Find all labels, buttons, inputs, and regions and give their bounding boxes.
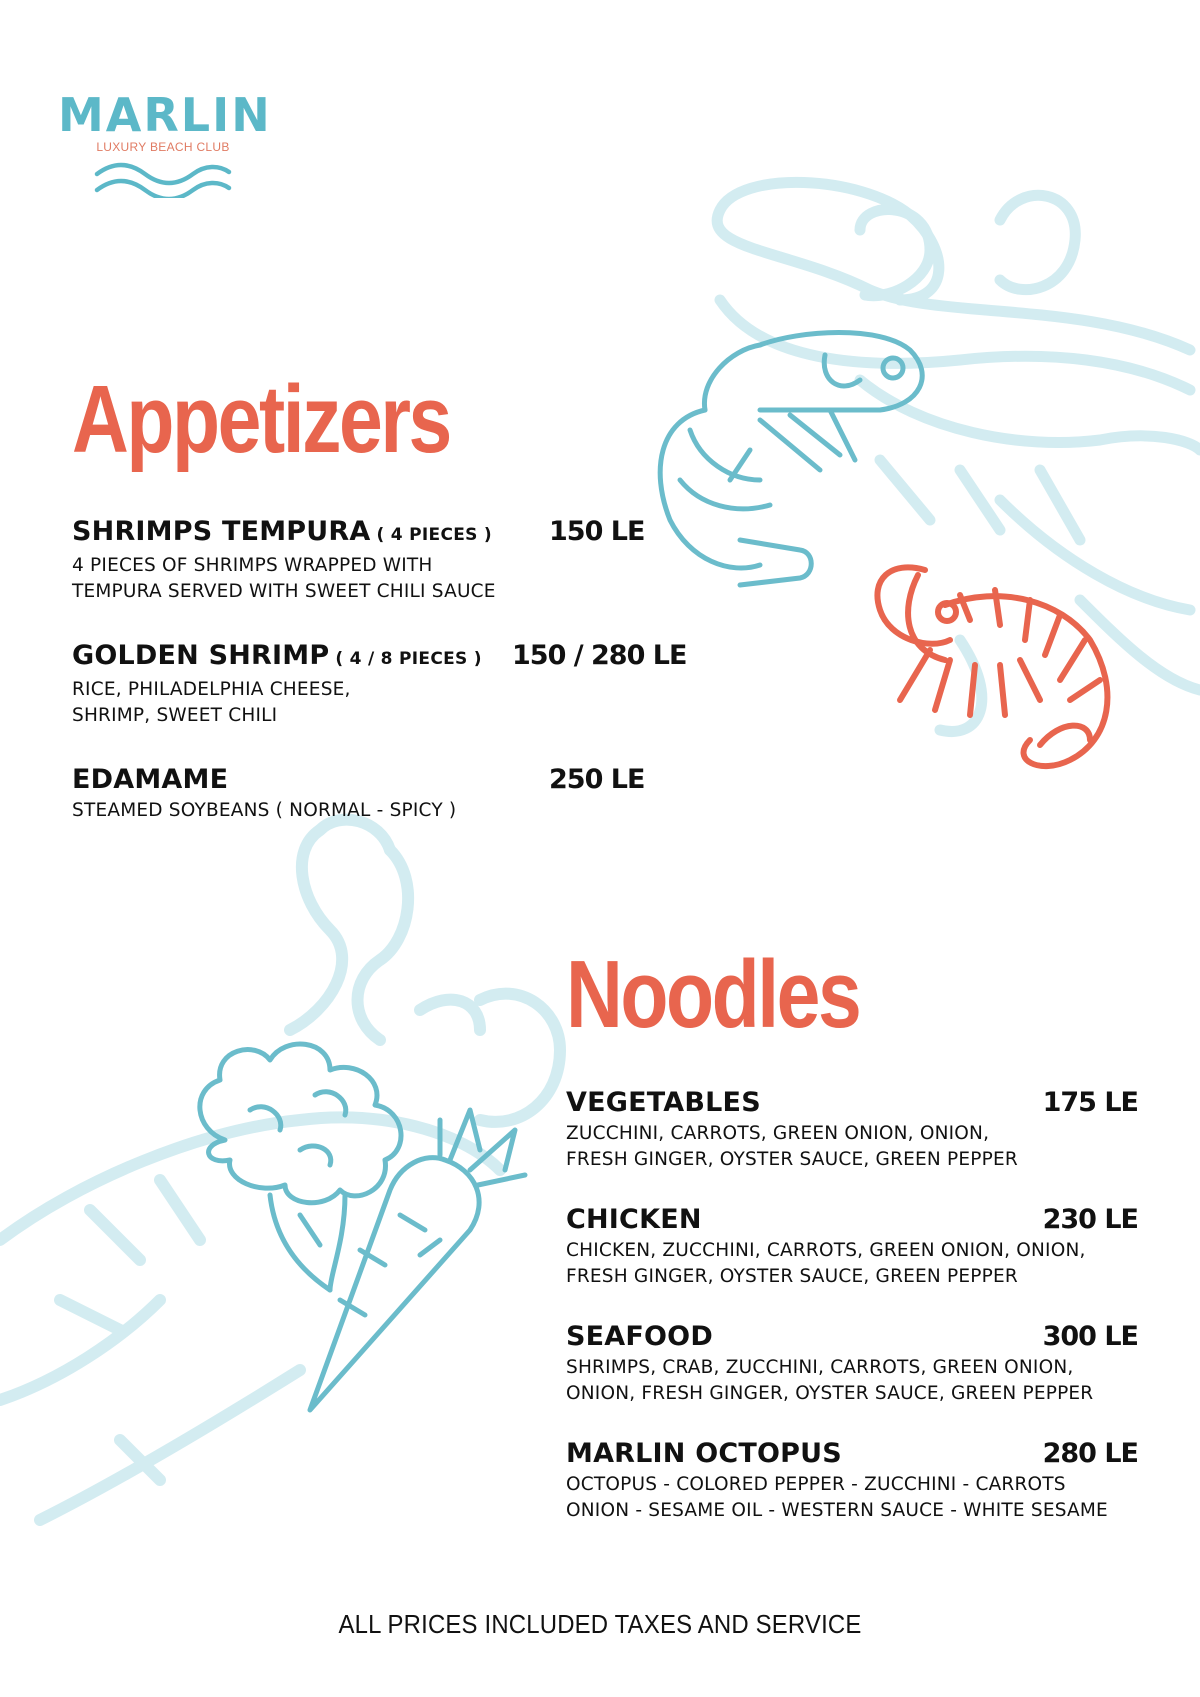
item-description	[72, 677, 692, 729]
noodles-list	[566, 1085, 1146, 1553]
brand-tagline: LUXURY BEACH CLUB	[96, 140, 230, 154]
broccoli-icon	[200, 1044, 401, 1290]
menu-item-seafood	[566, 1319, 1146, 1407]
item-price: 150 / 280 LE	[512, 640, 687, 671]
section-title-noodles: Noodles	[566, 941, 860, 1048]
item-price: 300 LE	[1042, 1321, 1138, 1352]
item-description	[566, 1472, 1146, 1524]
brand-logo	[58, 88, 272, 198]
description-line: OCTOPUS - COLORED PEPPER - ZUCCHINI - CARROTS	[566, 1474, 1066, 1495]
waves-icon	[93, 162, 233, 198]
item-name: CHICKEN	[566, 1204, 702, 1235]
description-line: SHRIMP, SWEET CHILI	[72, 705, 278, 726]
description-line: TEMPURA SERVED WITH SWEET CHILI SAUCE	[72, 581, 496, 602]
description-line: FRESH GINGER, OYSTER SAUCE, GREEN PEPPER	[566, 1266, 1018, 1287]
carrot-icon	[310, 1110, 525, 1410]
faint-shrimp-icon	[717, 182, 1200, 731]
item-name: SEAFOOD	[566, 1321, 713, 1352]
description-line: 4 PIECES OF SHRIMPS WRAPPED WITH	[72, 555, 433, 576]
description-line: FRESH GINGER, OYSTER SAUCE, GREEN PEPPER	[566, 1149, 1018, 1170]
item-name: MARLIN OCTOPUS	[566, 1438, 842, 1469]
item-price: 150 LE	[549, 516, 645, 547]
section-title-appetizers: Appetizers	[72, 366, 450, 473]
menu-item-marlin-octopus	[566, 1436, 1146, 1524]
item-price: 250 LE	[549, 764, 645, 795]
description-line: STEAMED SOYBEANS ( NORMAL - SPICY )	[72, 800, 457, 821]
item-price: 280 LE	[1042, 1438, 1138, 1469]
menu-item-golden-shrimp	[72, 638, 692, 729]
shrimp-coral-icon	[877, 567, 1107, 766]
description-line: ZUCCHINI, CARROTS, GREEN ONION, ONION,	[566, 1123, 990, 1144]
item-price: 230 LE	[1042, 1204, 1138, 1235]
item-quantity: ( 4 PIECES )	[376, 525, 492, 545]
item-description	[566, 1355, 1146, 1407]
item-description	[72, 798, 692, 824]
description-line: CHICKEN, ZUCCHINI, CARROTS, GREEN ONION, ONION,	[566, 1240, 1086, 1261]
menu-item-chicken	[566, 1202, 1146, 1290]
description-line: RICE, PHILADELPHIA CHEESE,	[72, 679, 351, 700]
brand-name: MARLIN	[58, 88, 272, 142]
footer-price-note: ALL PRICES INCLUDED TAXES AND SERVICE	[338, 1609, 862, 1639]
item-name: GOLDEN SHRIMP	[72, 640, 330, 671]
menu-item-edamame	[72, 762, 692, 824]
item-description	[566, 1238, 1146, 1290]
description-line: ONION - SESAME OIL - WESTERN SAUCE - WHITE SESAME	[566, 1500, 1108, 1521]
menu-item-vegetables	[566, 1085, 1146, 1173]
appetizers-list	[72, 514, 692, 857]
item-quantity: ( 4 / 8 PIECES )	[335, 649, 482, 669]
item-name: VEGETABLES	[566, 1087, 761, 1118]
item-description	[72, 553, 692, 605]
item-name: SHRIMPS TEMPURA	[72, 516, 371, 547]
description-line: SHRIMPS, CRAB, ZUCCHINI, CARROTS, GREEN ONION,	[566, 1357, 1074, 1378]
item-name: EDAMAME	[72, 764, 229, 795]
menu-item-shrimps-tempura	[72, 514, 692, 605]
item-description	[566, 1121, 1146, 1173]
faint-vegetables-icon	[0, 820, 560, 1520]
description-line: ONION, FRESH GINGER, OYSTER SAUCE, GREEN PEPPER	[566, 1383, 1094, 1404]
item-price: 175 LE	[1042, 1087, 1138, 1118]
